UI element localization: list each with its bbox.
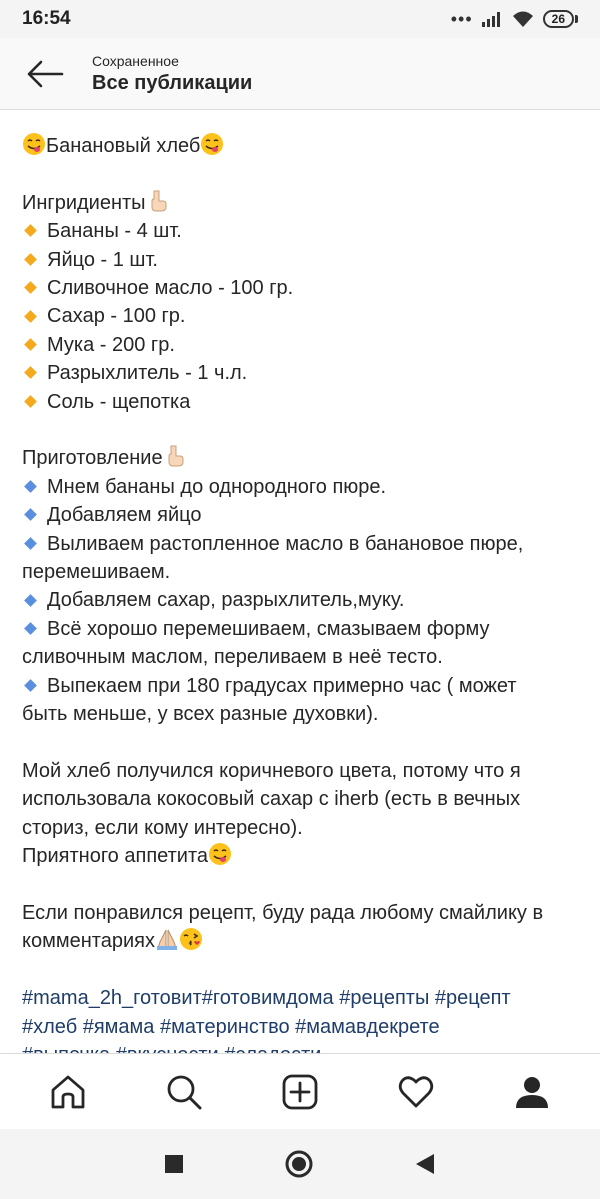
step-item: Добавляем яйцо — [22, 501, 582, 529]
nav-activity[interactable] — [386, 1062, 446, 1122]
header — [0, 38, 600, 110]
recent-apps-icon[interactable] — [164, 1154, 184, 1174]
orange-diamond-icon — [24, 281, 37, 294]
ingredients-heading: Ингридиенты — [22, 189, 582, 217]
orange-diamond-icon — [24, 367, 37, 380]
back-triangle-icon[interactable] — [414, 1152, 436, 1176]
ingredient-item: Яйцо - 1 шт. — [22, 246, 582, 274]
battery-icon — [543, 10, 578, 28]
header-text — [92, 53, 252, 95]
blue-diamond-icon — [24, 594, 37, 607]
post-title: Банановый хлеб — [46, 135, 201, 157]
blue-diamond-icon — [24, 622, 37, 635]
step-item-continued: быть меньше, у всех разные духовки). — [22, 703, 379, 726]
nav-home[interactable] — [38, 1062, 98, 1122]
add-post-icon — [281, 1073, 319, 1111]
wifi-icon — [511, 10, 535, 28]
kissing-face-emoji-icon — [179, 927, 203, 951]
request-line: комментариях — [22, 927, 582, 955]
status-time: 16:54 — [22, 8, 71, 29]
note-line: Мой хлеб получился коричневого цвета, потому что я — [22, 759, 521, 782]
post-caption — [22, 132, 582, 1052]
pointing-down-emoji-icon — [163, 444, 187, 468]
ingredient-item: Соль - щепотка — [22, 388, 582, 416]
search-icon — [165, 1073, 203, 1111]
post-title-line — [22, 132, 582, 160]
orange-diamond-icon — [24, 253, 37, 266]
back-arrow-icon — [26, 60, 64, 88]
note-line: сториз, если кому интересно). — [22, 816, 303, 839]
step-item: Добавляем сахар, разрыхлитель,муку. — [22, 586, 582, 614]
steps-heading: Приготовление — [22, 444, 582, 472]
more-dots-icon: ••• — [450, 8, 473, 29]
header-subtitle: Сохраненное — [92, 52, 179, 69]
orange-diamond-icon — [24, 310, 37, 323]
nav-profile[interactable] — [502, 1062, 562, 1122]
step-item-continued: перемешиваем. — [22, 561, 171, 584]
ingredient-item: Разрыхлитель - 1 ч.л. — [22, 359, 582, 387]
heart-icon — [397, 1073, 435, 1111]
home-circle-icon[interactable] — [284, 1149, 314, 1179]
blue-diamond-icon — [24, 480, 37, 493]
pointing-down-emoji-icon — [146, 189, 170, 213]
bottom-nav — [0, 1053, 600, 1129]
signal-icon — [481, 11, 503, 27]
appetite-line: Приятного аппетита — [22, 842, 582, 870]
hashtag-line[interactable]: #хлеб #ямама #материнство #мамавдекрете — [22, 1015, 440, 1038]
yum-face-emoji-icon — [208, 842, 232, 866]
orange-diamond-icon — [24, 225, 37, 238]
status-bar — [0, 0, 600, 38]
ingredient-item: Бананы - 4 шт. — [22, 217, 582, 245]
page-title: Все публикации — [92, 71, 253, 94]
step-item: Мнем бананы до однородного пюре. — [22, 473, 582, 501]
blue-diamond-icon — [24, 679, 37, 692]
yum-face-emoji-icon — [200, 132, 224, 156]
status-icons — [451, 9, 578, 30]
orange-diamond-icon — [24, 395, 37, 408]
step-item: Выливаем растопленное масло в банановое пюре, — [22, 530, 582, 558]
back-button[interactable] — [0, 38, 90, 110]
step-item-continued: сливочным маслом, переливаем в неё тесто. — [22, 646, 443, 669]
profile-icon — [513, 1073, 551, 1111]
step-item: Выпекаем при 180 градусах примерно час ( может — [22, 672, 582, 700]
orange-diamond-icon — [24, 338, 37, 351]
battery-level: 26 — [543, 10, 574, 28]
nav-add-post[interactable] — [270, 1062, 330, 1122]
blue-diamond-icon — [24, 537, 37, 550]
yum-face-emoji-icon — [22, 132, 46, 156]
blue-diamond-icon — [24, 509, 37, 522]
ingredient-item: Сахар - 100 гр. — [22, 302, 582, 330]
step-item: Всё хорошо перемешиваем, смазываем форму — [22, 615, 582, 643]
request-line: Если понравился рецепт, буду рада любому смайлику в — [22, 901, 544, 924]
note-line: использовала кокосовый сахар с iherb (есть в вечных — [22, 788, 521, 811]
ingredient-item: Мука - 200 гр. — [22, 331, 582, 359]
ingredient-item: Сливочное масло - 100 гр. — [22, 274, 582, 302]
hashtag-line[interactable]: #mama_2h_готовит#готовимдома #рецепты #рецепт — [22, 987, 511, 1010]
praying-hands-emoji-icon — [155, 927, 179, 951]
system-nav-bar — [0, 1129, 600, 1199]
nav-search[interactable] — [154, 1062, 214, 1122]
home-icon — [49, 1073, 87, 1111]
